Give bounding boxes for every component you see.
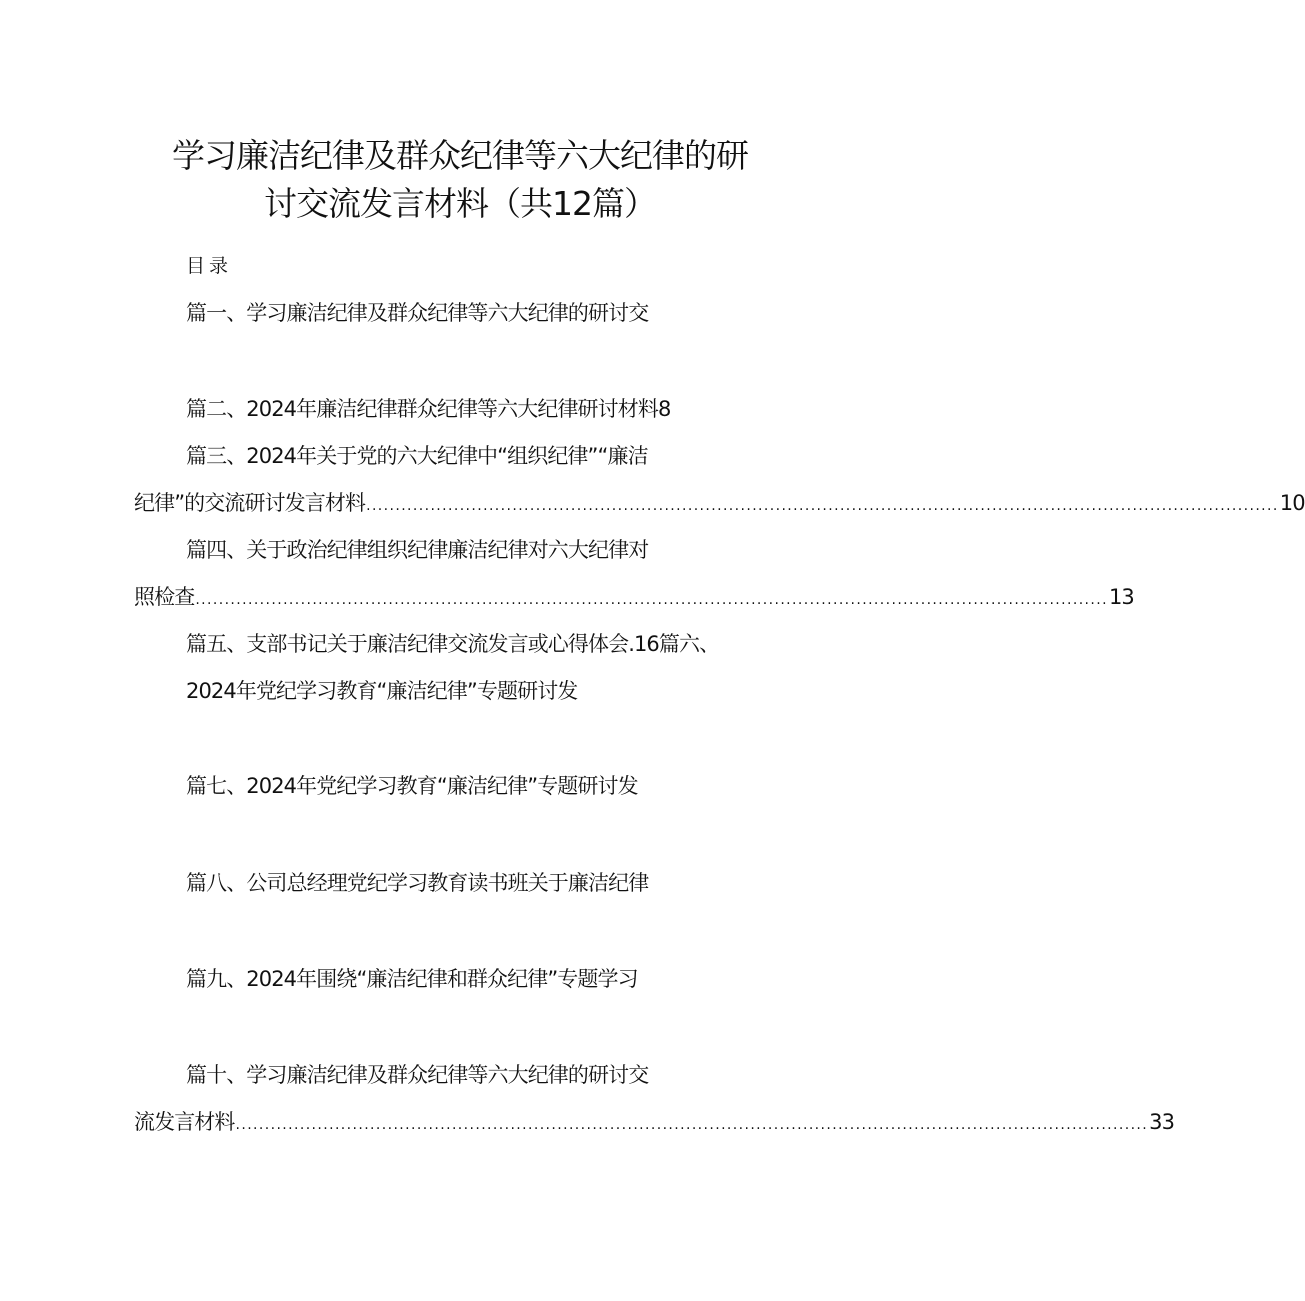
toc-item-2[interactable]: 篇二、2024年廉洁纪律群众纪律等六大纪律研讨材料8 xyxy=(186,397,671,421)
toc-item-4-text: 照检查 xyxy=(134,585,195,609)
toc-item-7[interactable]: 篇七、2024年党纪学习教育“廉洁纪律”专题研讨发 xyxy=(186,774,638,798)
toc-item-10-line-2[interactable] xyxy=(134,1107,1175,1140)
toc-item-9[interactable]: 篇九、2024年围绕“廉洁纪律和群众纪律”专题学习 xyxy=(186,967,638,991)
toc-item-10-page-number: 33 xyxy=(1149,1110,1175,1134)
toc-item-6-line-2[interactable]: 2024年党纪学习教育“廉洁纪律”专题研讨发 xyxy=(186,679,578,703)
toc-item-5-and-6-line-1[interactable]: 篇五、支部书记关于廉洁纪律交流发言或心得体会.16篇六、 xyxy=(186,632,720,656)
dot-leader: ............................................................................................................................................................ xyxy=(235,1117,1149,1133)
toc-item-3-line-2[interactable] xyxy=(134,488,1305,521)
toc-item-3-page-number: 10 xyxy=(1279,491,1305,515)
toc-item-3-line-1[interactable]: 篇三、2024年关于党的六大纪律中“组织纪律”“廉洁 xyxy=(186,444,648,468)
dot-leader: ............................................................................................................................................................ xyxy=(366,498,1279,514)
toc-item-3-text: 纪律”的交流研讨发言材料 xyxy=(134,491,366,515)
toc-item-10-text: 流发言材料 xyxy=(134,1110,235,1134)
toc-item-8[interactable]: 篇八、公司总经理党纪学习教育读书班关于廉洁纪律 xyxy=(186,871,649,895)
toc-item-4-line-1[interactable]: 篇四、关于政治纪律组织纪律廉洁纪律对六大纪律对 xyxy=(186,538,649,562)
document-title-line-1: 学习廉洁纪律及群众纪律等六大纪律的研 xyxy=(172,136,748,175)
toc-item-1[interactable]: 篇一、学习廉洁纪律及群众纪律等六大纪律的研讨交 xyxy=(186,301,649,325)
dot-leader: ............................................................................................................................................................ xyxy=(195,592,1108,608)
toc-item-4-page-number: 13 xyxy=(1108,585,1134,609)
toc-item-4-line-2[interactable] xyxy=(134,582,1134,615)
toc-item-10-line-1[interactable]: 篇十、学习廉洁纪律及群众纪律等六大纪律的研讨交 xyxy=(186,1063,649,1087)
document-title-line-2: 讨交流发言材料（共12篇） xyxy=(264,184,656,223)
toc-heading: 目录 xyxy=(186,255,233,277)
document-title xyxy=(110,132,810,228)
